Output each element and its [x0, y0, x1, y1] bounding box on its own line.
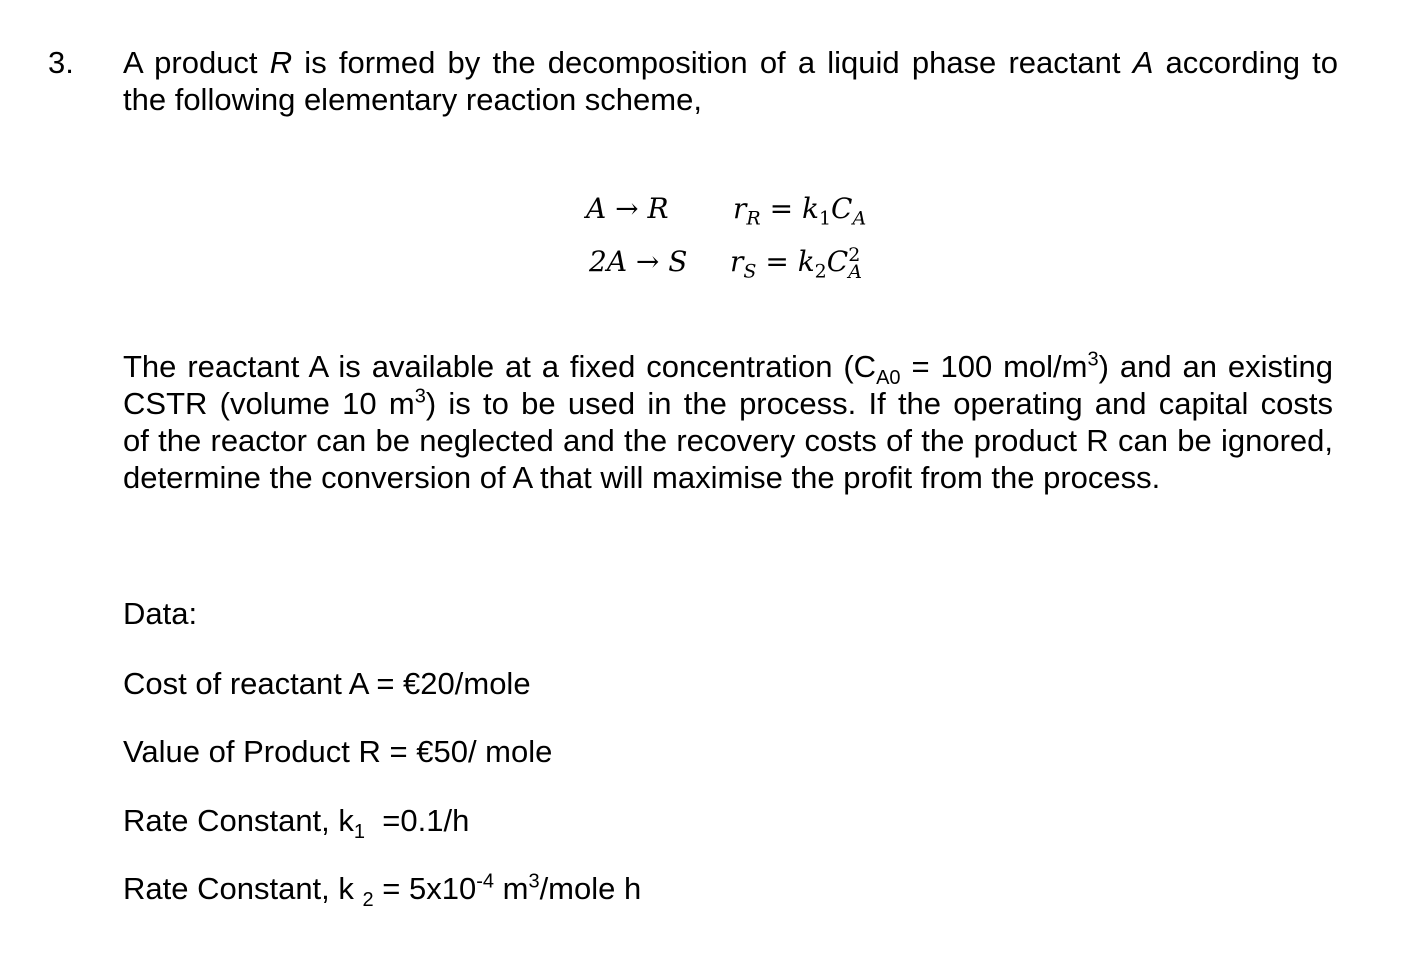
- question-number: 3.: [48, 45, 74, 80]
- reaction-1-equation: A → R: [586, 192, 669, 225]
- reaction-1-rate-law: $r_R = k_1C_A$: [733, 192, 867, 230]
- question-intro: [123, 44, 1338, 118]
- data-heading: Data:: [123, 596, 198, 631]
- intro-line-1: A product R is formed by the decomposition of a liquid phase reactant A according to: [123, 45, 1339, 80]
- problem-paragraph: [123, 348, 1333, 496]
- reaction-2-equation: 2A → S: [589, 245, 688, 278]
- reaction-2-rate-law: $r_S = k_2C^2_A$: [730, 243, 863, 283]
- paragraph-line-1: The reactant A is available at a fixed concentration ($C_{A0} = 100$ mol/$m^3$) and an existing: [123, 348, 1333, 390]
- paragraph-line-2: CSTR (volume 10 $m^3$) is to be used in the process. If the operating and capital costs: [123, 385, 1333, 421]
- data-value-product-r: Value of Product R = €50/ mole: [123, 734, 553, 769]
- paragraph-line-3: of the reactor can be neglected and the recovery costs of the product R can be ignored,: [123, 423, 1333, 458]
- data-rate-constant-k2: Rate Constant, k $_2 = 5x10^{-4}$ $m^3$/mole h: [123, 870, 642, 912]
- paragraph-line-4: determine the conversion of A that will maximise the profit from the process.: [123, 460, 1161, 495]
- data-rate-constant-k1: Rate Constant, $k_1 =0.1/h$: [123, 803, 470, 844]
- intro-line-2: the following elementary reaction scheme,: [123, 82, 702, 117]
- data-cost-reactant-a: Cost of reactant A = €20/mole: [123, 666, 531, 701]
